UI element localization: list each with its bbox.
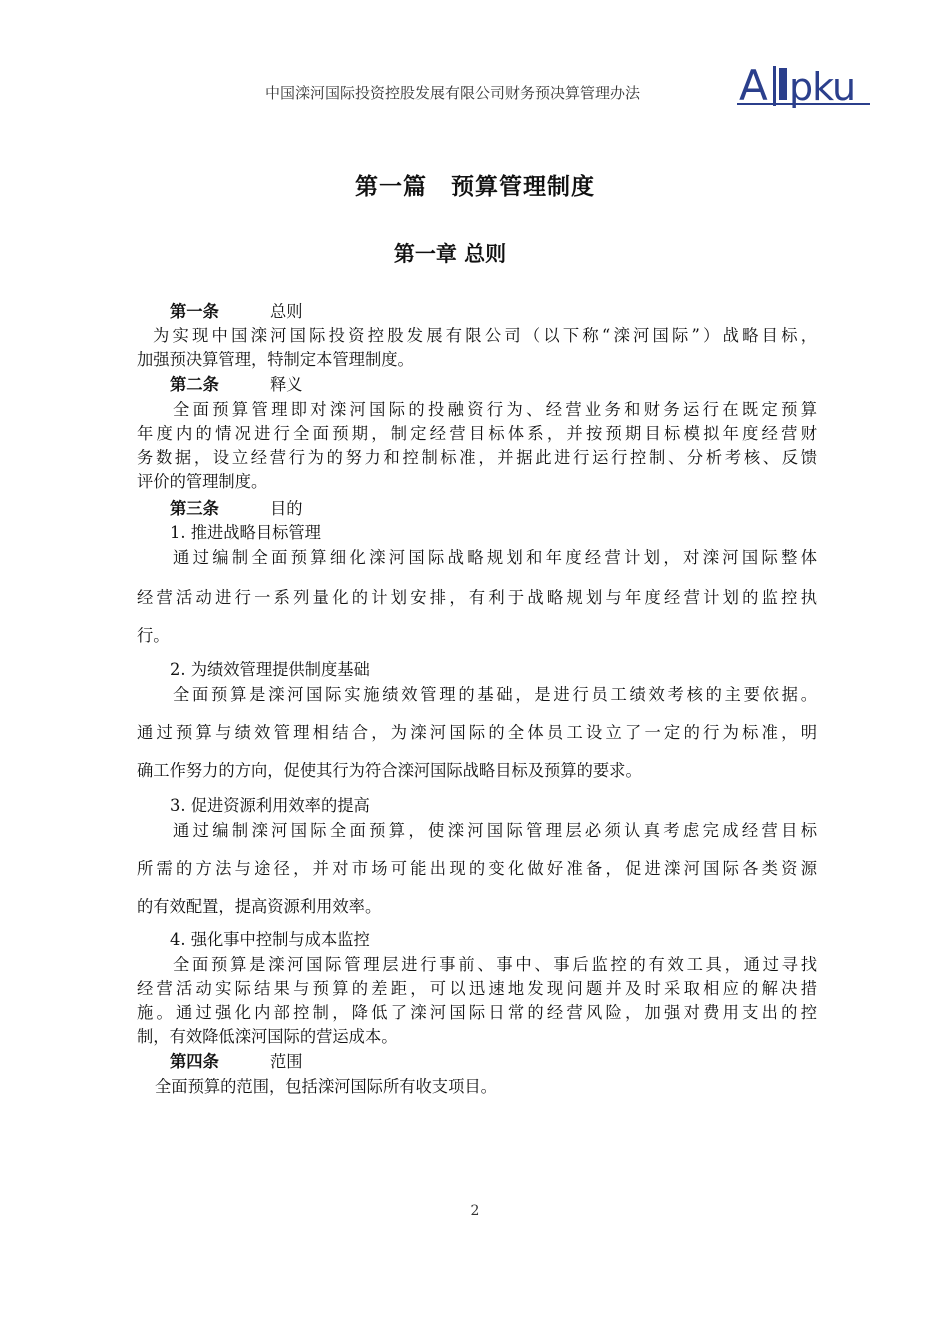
article-1-name: 总则 bbox=[270, 302, 303, 321]
purpose-1-line-3: 行。 bbox=[137, 626, 170, 645]
purpose-4-line-1: 全面预算是滦河国际管理层进行事前、事中、事后监控的有效工具，通过寻找 bbox=[173, 955, 817, 974]
article-1-heading bbox=[170, 300, 850, 324]
purpose-3-line-1: 通过编制滦河国际全面预算，使滦河国际管理层必须认真考虑完成经营目标 bbox=[173, 821, 817, 840]
purpose-2-line-2: 通过预算与绩效管理相结合，为滦河国际的全体员工设立了一定的行为标准，明 bbox=[137, 723, 817, 742]
purpose-1-line-1: 通过编制全面预算细化滦河国际战略规划和年度经营计划，对滦河国际整体 bbox=[173, 548, 817, 567]
header-title: 中国滦河国际投资控股发展有限公司财务预决算管理办法 bbox=[265, 84, 641, 102]
article-1-label: 第一条 bbox=[170, 302, 219, 321]
article-2-line-2: 年度内的情况进行全面预期，制定经营目标体系，并按预期目标模拟年度经营财 bbox=[137, 424, 817, 443]
svg-text:pku: pku bbox=[789, 65, 856, 109]
purpose-4-line-4: 制，有效降低滦河国际的营运成本。 bbox=[137, 1027, 398, 1046]
article-2-line-4: 评价的管理制度。 bbox=[137, 472, 268, 491]
purpose-1-line-2: 经营活动进行一系列量化的计划安排，有利于战略规划与年度经营计划的监控执 bbox=[137, 588, 817, 607]
article-2-line-1: 全面预算管理即对滦河国际的投融资行为、经营业务和财务运行在既定预算 bbox=[173, 400, 817, 419]
purpose-2-title: 2. 为绩效管理提供制度基础 bbox=[170, 660, 370, 679]
article-3-heading bbox=[170, 497, 850, 521]
article-4-name: 范围 bbox=[270, 1052, 303, 1071]
article-2-line-3: 务数据，设立经营行为的努力和控制标准，并据此进行运行控制、分析考核、反馈 bbox=[137, 448, 817, 467]
part-title: 第一篇 预算管理制度 bbox=[355, 174, 595, 200]
article-2-heading bbox=[170, 373, 850, 397]
purpose-4-line-2: 经营活动实际结果与预算的差距，可以迅速地发现问题并及时采取相应的解决措 bbox=[137, 979, 817, 998]
purpose-3-line-3: 的有效配置，提高资源利用效率。 bbox=[137, 897, 382, 916]
article-1-line-1: 为实现中国滦河国际投资控股发展有限公司（以下称“滦河国际”）战略目标， bbox=[153, 326, 817, 345]
article-4-line-1: 全面预算的范围，包括滦河国际所有收支项目。 bbox=[155, 1077, 497, 1096]
purpose-1-title: 1. 推进战略目标管理 bbox=[170, 523, 321, 542]
purpose-3-line-2: 所需的方法与途径，并对市场可能出现的变化做好准备，促进滦河国际各类资源 bbox=[137, 859, 817, 878]
page-header bbox=[137, 58, 870, 110]
svg-text:A: A bbox=[739, 61, 766, 110]
purpose-2-line-1: 全面预算是滦河国际实施绩效管理的基础，是进行员工绩效考核的主要依据。 bbox=[173, 685, 817, 704]
purpose-2-line-3: 确工作努力的方向，促使其行为符合滦河国际战略目标及预算的要求。 bbox=[137, 761, 642, 780]
article-2-name: 释义 bbox=[270, 375, 303, 394]
article-3-label: 第三条 bbox=[170, 499, 219, 518]
article-3-name: 目的 bbox=[270, 499, 303, 518]
purpose-3-title: 3. 促进资源利用效率的提高 bbox=[170, 796, 370, 815]
article-4-heading bbox=[170, 1050, 850, 1074]
purpose-4-title: 4. 强化事中控制与成本监控 bbox=[170, 930, 370, 949]
article-1-line-2: 加强预决算管理，特制定本管理制度。 bbox=[137, 350, 414, 369]
chapter-title: 第一章 总则 bbox=[393, 242, 507, 266]
purpose-4-line-3: 施。通过强化内部控制，降低了滦河国际日常的经营风险，加强对费用支出的控 bbox=[137, 1003, 817, 1022]
page-number: 2 bbox=[470, 1203, 480, 1219]
article-4-label: 第四条 bbox=[170, 1052, 219, 1071]
article-2-label: 第二条 bbox=[170, 375, 219, 394]
alpku-logo bbox=[737, 58, 870, 110]
